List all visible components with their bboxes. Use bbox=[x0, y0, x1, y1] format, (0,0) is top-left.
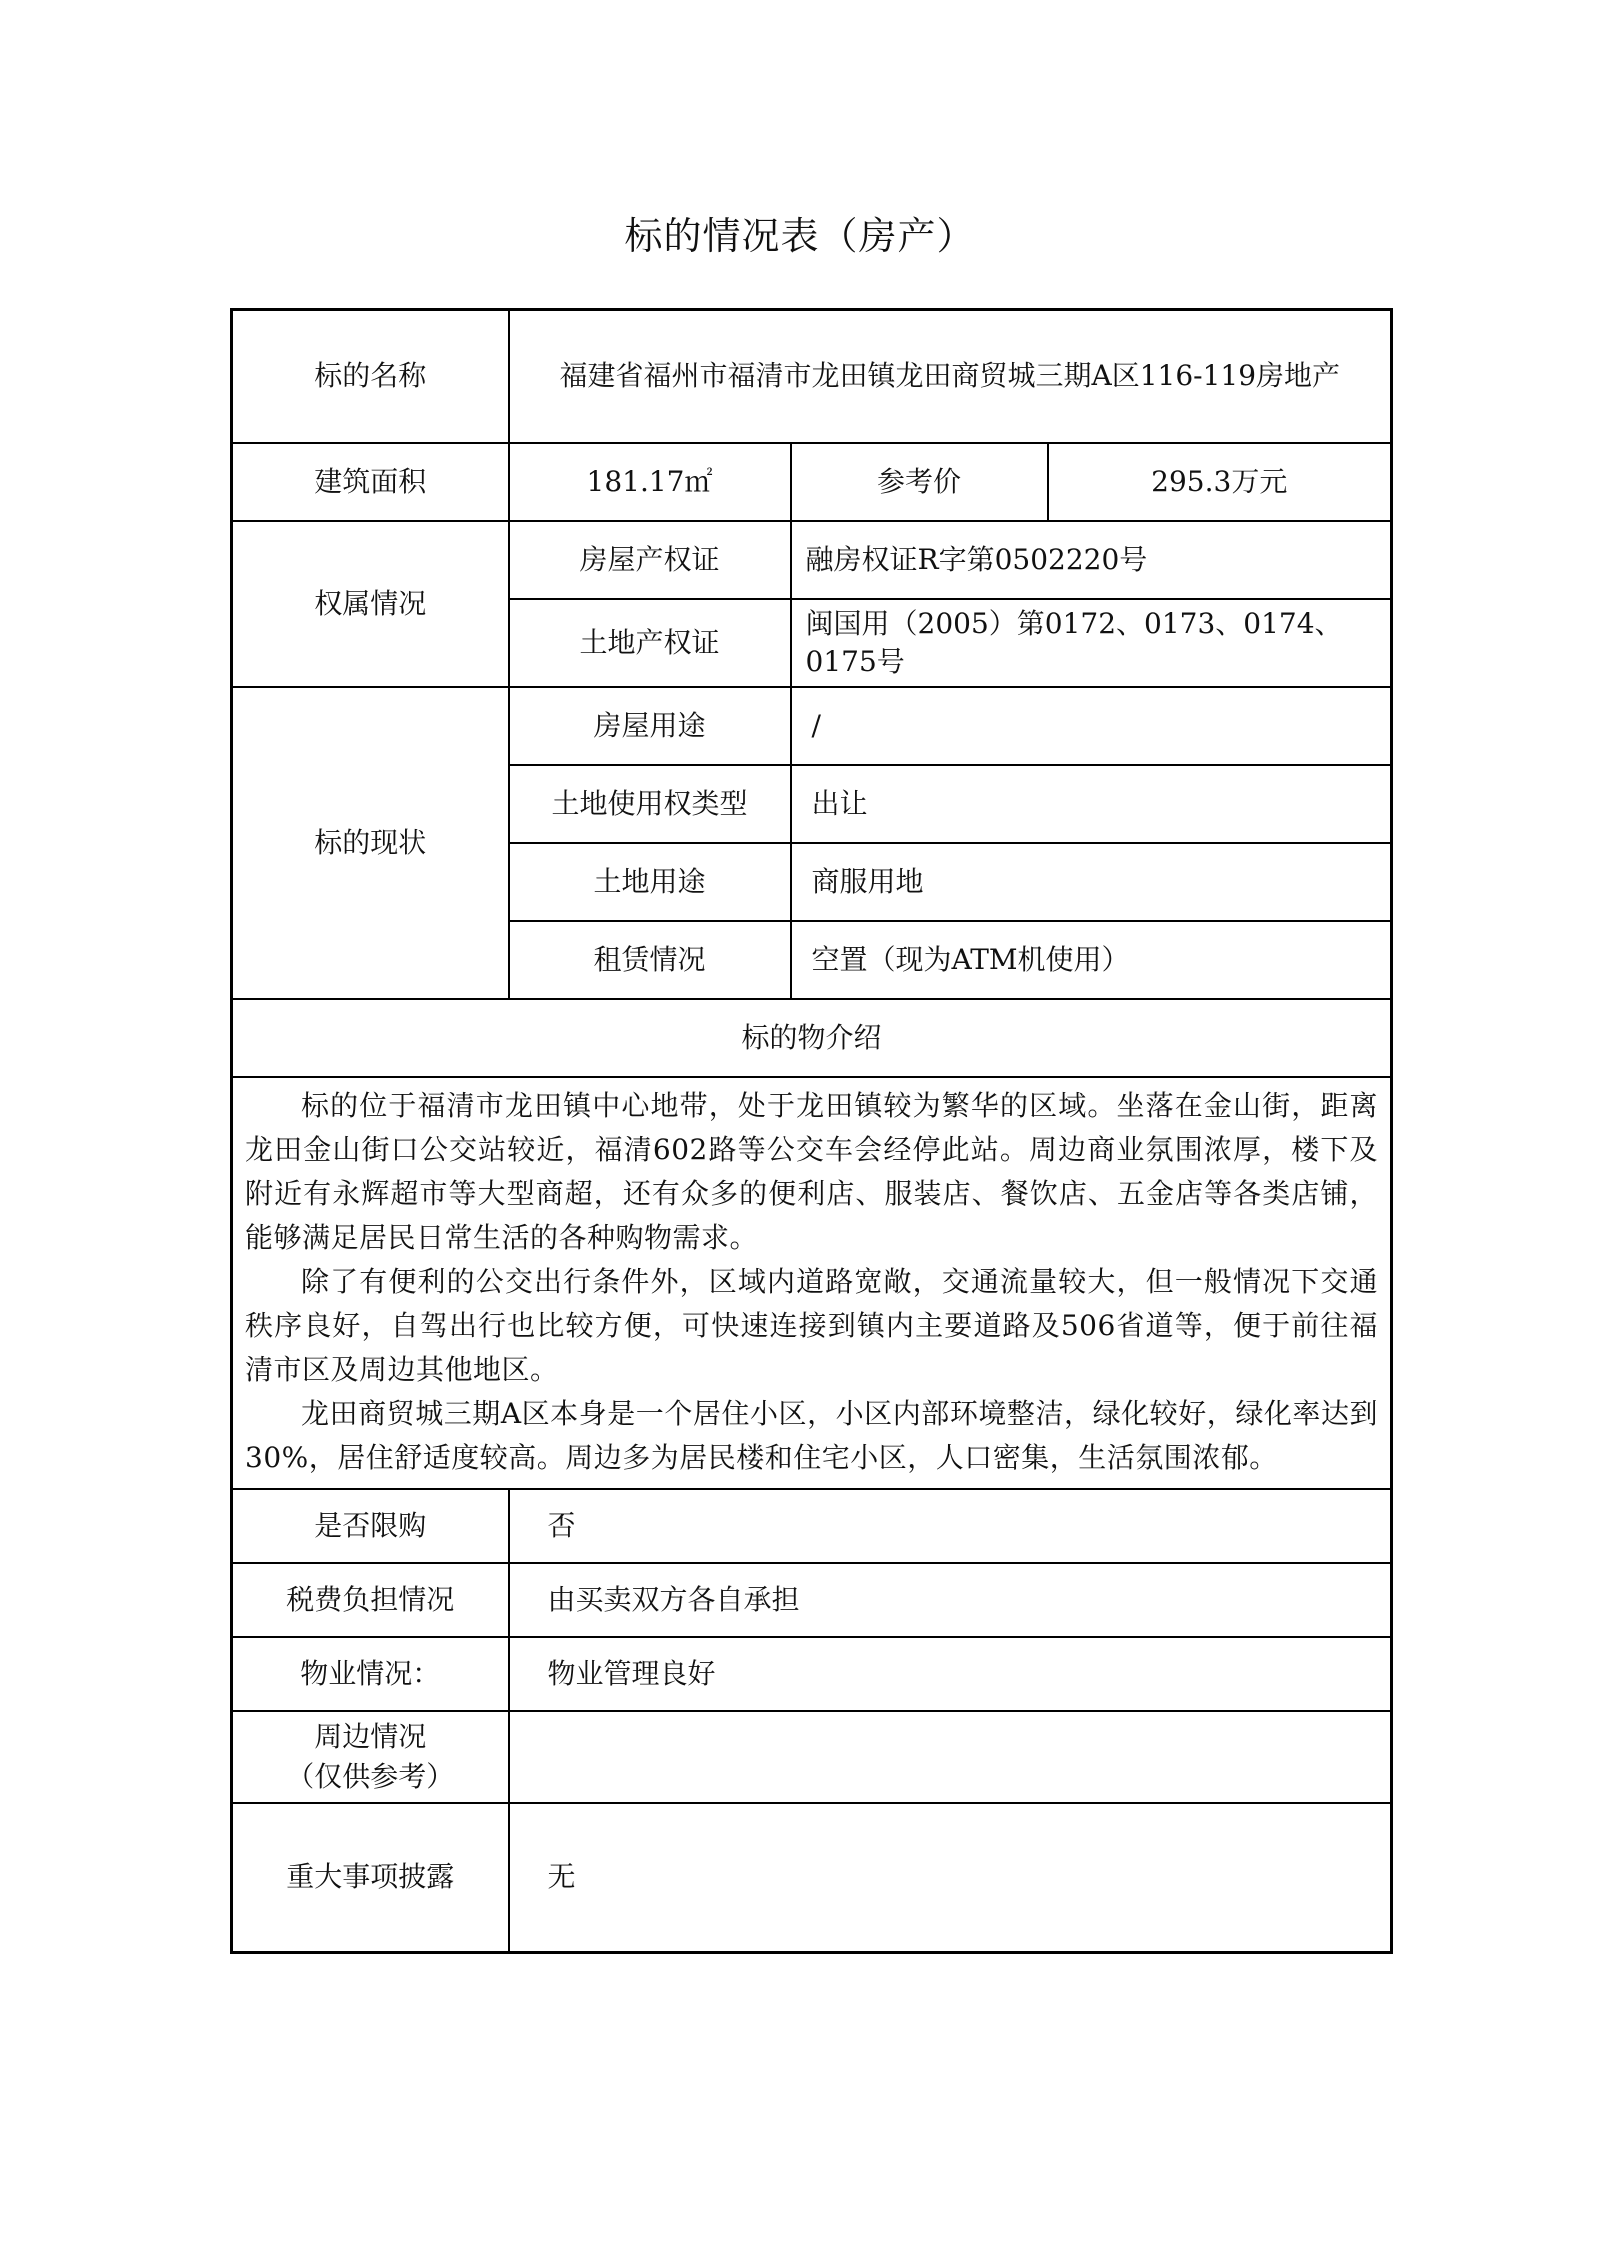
intro-text-row bbox=[232, 1077, 1392, 1489]
intro-header-row bbox=[232, 999, 1392, 1077]
ownership-label: 权属情况 bbox=[232, 521, 509, 687]
price-label: 参考价 bbox=[791, 443, 1048, 521]
status-row-value: 商服用地 bbox=[791, 843, 1392, 921]
disclosure-value: 无 bbox=[509, 1803, 1392, 1953]
area-value: 181.17㎡ bbox=[509, 443, 791, 521]
intro-paragraph: 龙田商贸城三期A区本身是一个居住小区，小区内部环境整洁，绿化较好，绿化率达到30%，居住舒适度较高。周边多为居民楼和住宅小区，人口密集，生活氛围浓郁。 bbox=[245, 1396, 1379, 1474]
status-row-label: 房屋用途 bbox=[509, 687, 791, 765]
name-label: 标的名称 bbox=[232, 310, 509, 443]
intro-paragraph: 标的位于福清市龙田镇中心地带，处于龙田镇较为繁华的区域。坐落在金山街，距离龙田金山街口公交站较近，福清602路等公交车会经停此站。周边商业氛围浓厚，楼下及附近有永辉超市等大型商超，还有众多的便利店、服装店、餐饮店、五金店等各类店铺，能够满足居民日常生活的各种购物需求。 bbox=[245, 1088, 1379, 1254]
price-value: 295.3万元 bbox=[1048, 443, 1392, 521]
status-row-value: / bbox=[791, 687, 1392, 765]
purchase-limit-row bbox=[232, 1489, 1392, 1563]
property-mgmt-value: 物业管理良好 bbox=[509, 1637, 1392, 1711]
area-price-row bbox=[232, 443, 1392, 521]
status-row-label: 租赁情况 bbox=[509, 921, 791, 999]
surroundings-row bbox=[232, 1711, 1392, 1803]
status-row-value: 空置（现为ATM机使用） bbox=[791, 921, 1392, 999]
disclosure-label: 重大事项披露 bbox=[232, 1803, 509, 1953]
disclosure-row bbox=[232, 1803, 1392, 1953]
house-cert-value: 融房权证R字第0502220号 bbox=[791, 521, 1392, 599]
document-title: 标的情况表（房产） bbox=[624, 214, 976, 258]
surroundings-label: 周边情况 （仅供参考） bbox=[232, 1711, 509, 1803]
name-row bbox=[232, 310, 1392, 443]
name-value: 福建省福州市福清市龙田镇龙田商贸城三期A区116-119房地产 bbox=[509, 310, 1392, 443]
house-cert-label: 房屋产权证 bbox=[509, 521, 791, 599]
property-mgmt-row bbox=[232, 1637, 1392, 1711]
land-cert-value: 闽国用（2005）第0172、0173、0174、0175号 bbox=[791, 599, 1392, 687]
ownership-row-house bbox=[232, 521, 1392, 599]
intro-header: 标的物介绍 bbox=[232, 999, 1392, 1077]
status-label: 标的现状 bbox=[232, 687, 509, 999]
status-row-value: 出让 bbox=[791, 765, 1392, 843]
purchase-limit-label: 是否限购 bbox=[232, 1489, 509, 1563]
intro-text bbox=[232, 1077, 1392, 1489]
intro-paragraph: 除了有便利的公交出行条件外，区域内道路宽敞，交通流量较大，但一般情况下交通秩序良好，自驾出行也比较方便，可快速连接到镇内主要道路及506省道等，便于前往福清市区及周边其他地区。 bbox=[245, 1264, 1379, 1386]
tax-row bbox=[232, 1563, 1392, 1637]
status-row-usage bbox=[232, 687, 1392, 765]
land-cert-label: 土地产权证 bbox=[509, 599, 791, 687]
status-row-label: 土地用途 bbox=[509, 843, 791, 921]
area-label: 建筑面积 bbox=[232, 443, 509, 521]
purchase-limit-value: 否 bbox=[509, 1489, 1392, 1563]
tax-value: 由买卖双方各自承担 bbox=[509, 1563, 1392, 1637]
surroundings-value bbox=[509, 1711, 1392, 1803]
status-row-label: 土地使用权类型 bbox=[509, 765, 791, 843]
tax-label: 税费负担情况 bbox=[232, 1563, 509, 1637]
property-info-table bbox=[230, 308, 1393, 1954]
property-mgmt-label: 物业情况： bbox=[232, 1637, 509, 1711]
